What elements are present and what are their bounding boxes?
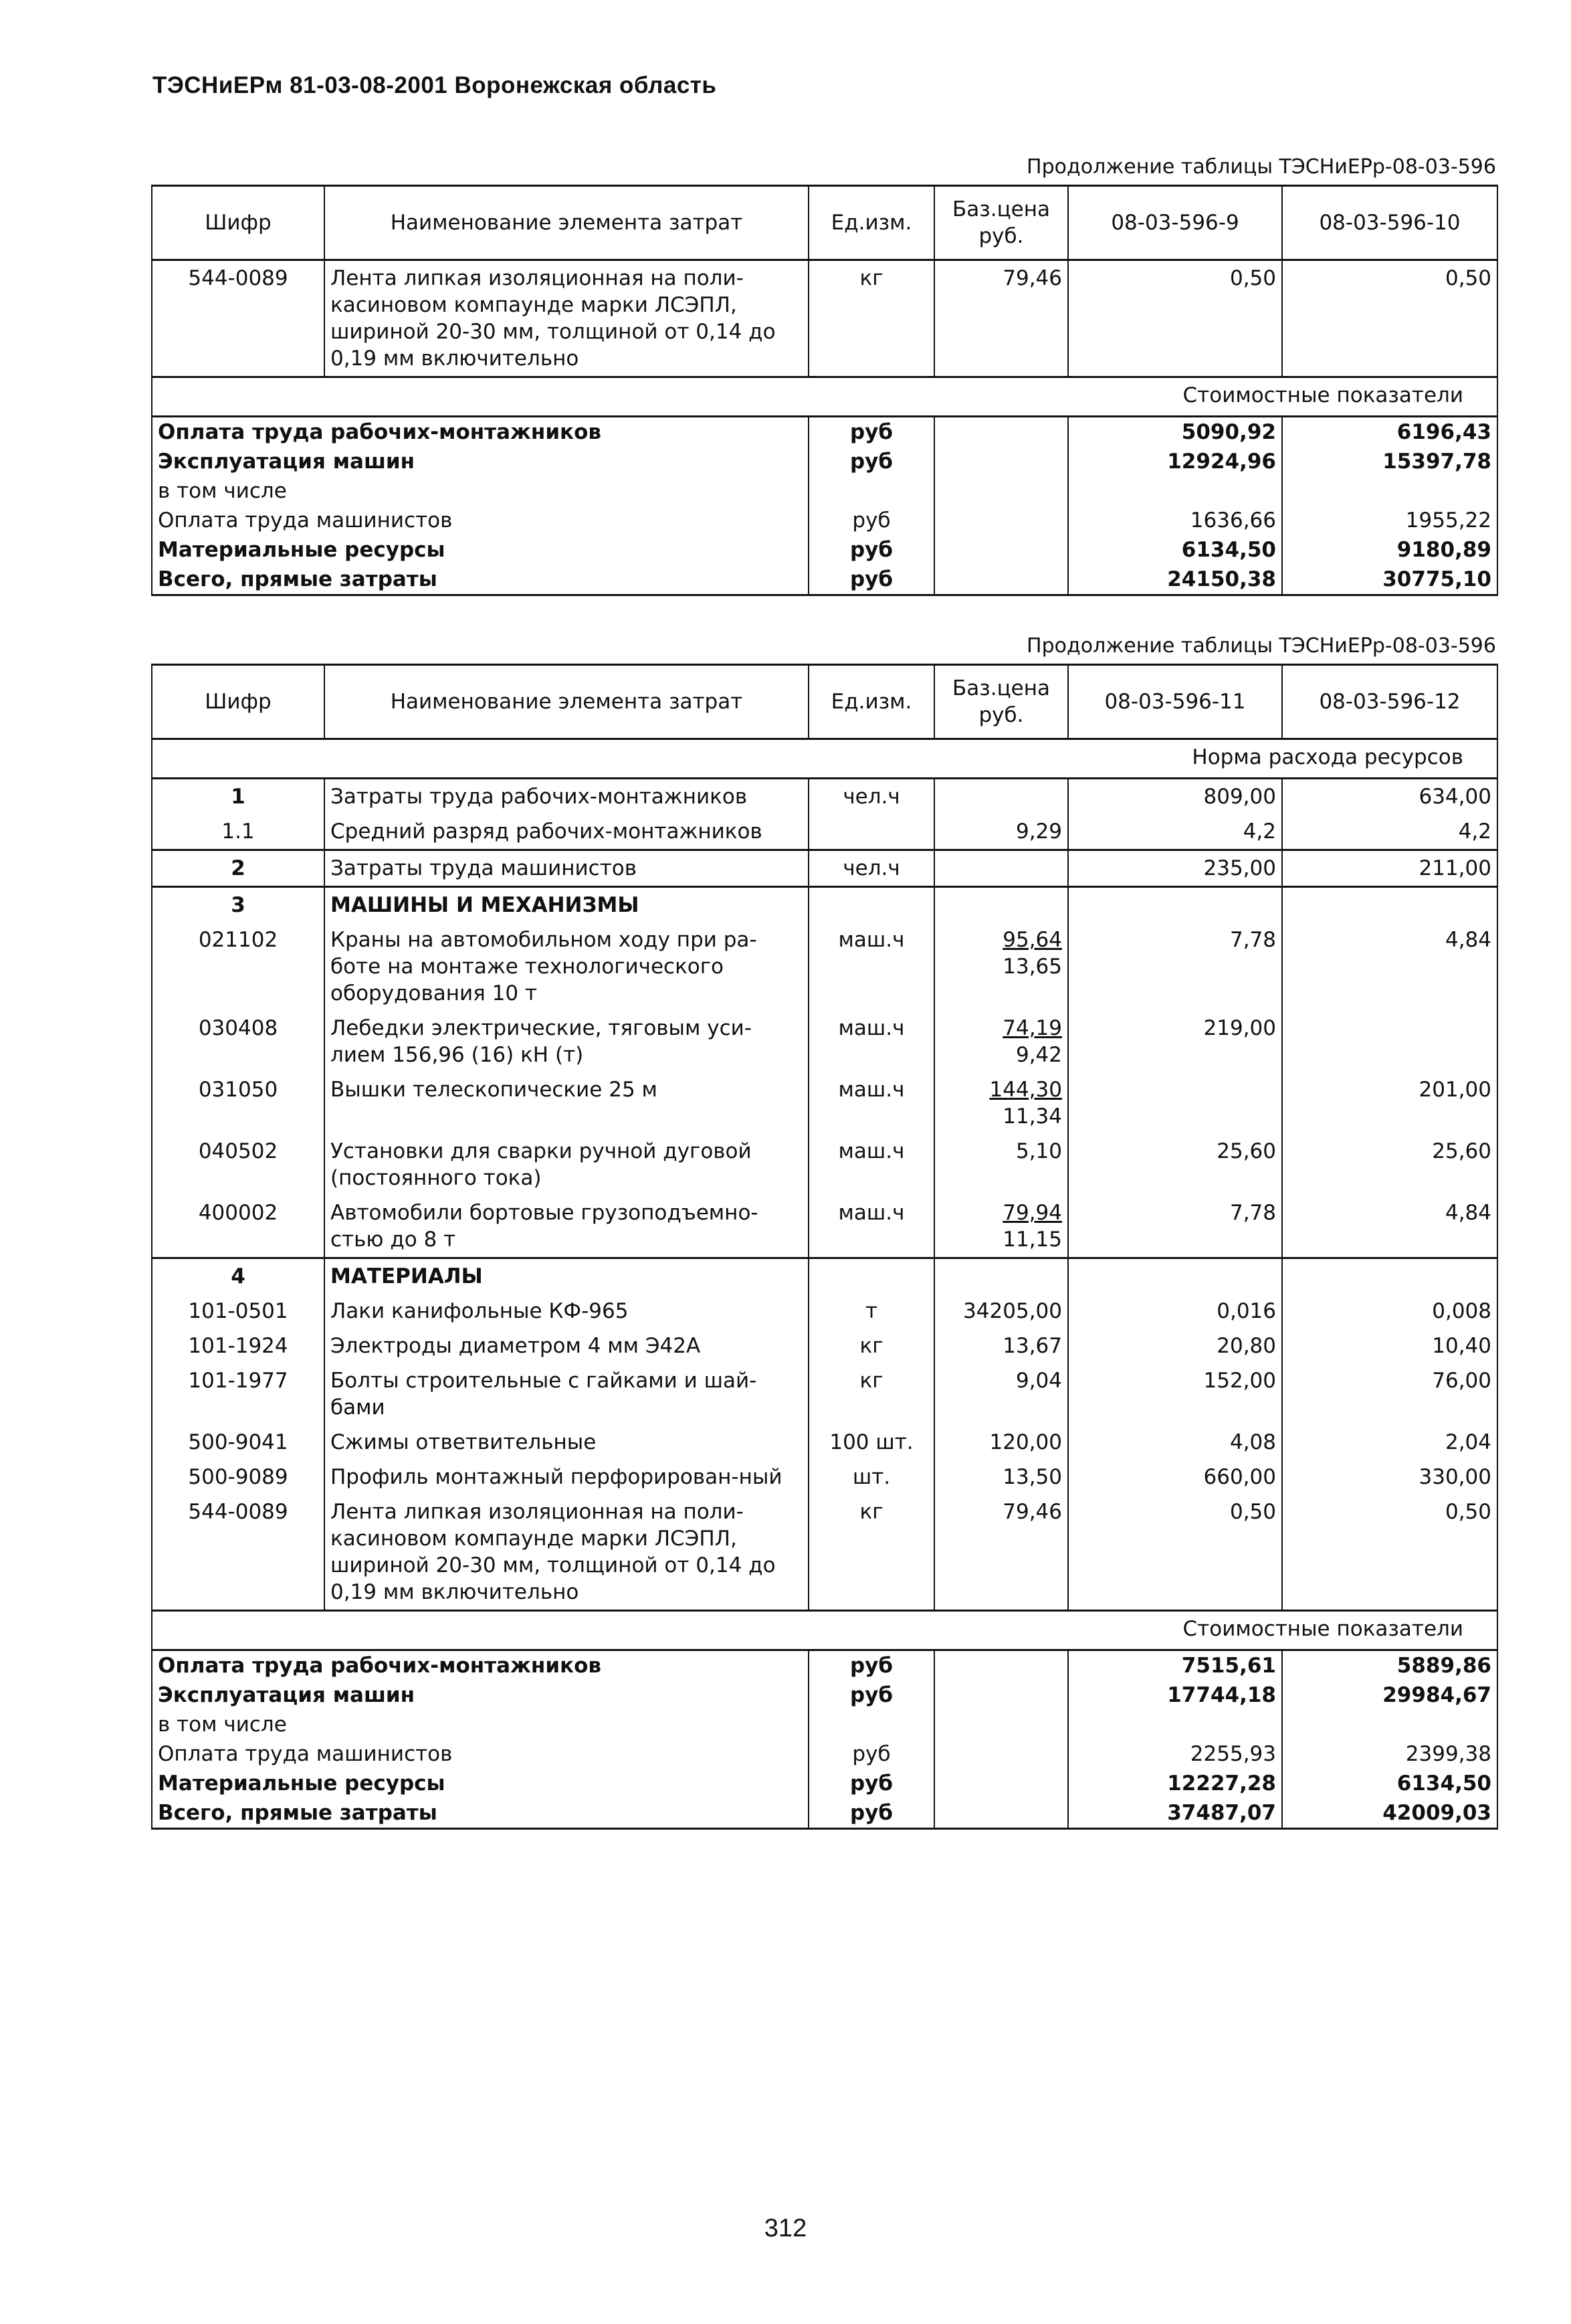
cost-b: 30775,10	[1282, 565, 1497, 595]
cost-unit: руб	[809, 1798, 934, 1829]
cost-a: 6134,50	[1068, 535, 1282, 565]
cell-unit: маш.ч	[809, 1011, 934, 1072]
cost-label: Эксплуатация машин	[152, 1680, 809, 1710]
cost-label: Эксплуатация машин	[152, 447, 809, 476]
cost-label: Оплата труда рабочих-монтажников	[152, 1650, 809, 1681]
cost-label: Всего, прямые затраты	[152, 1798, 809, 1829]
col-header-unit: Ед.изм.	[809, 665, 934, 739]
cell-unit: кг	[809, 260, 934, 377]
cell-name: Сжимы ответвительные	[324, 1425, 809, 1460]
cell-cipher: 4	[152, 1258, 324, 1294]
cost-unit: руб	[809, 1769, 934, 1798]
cell-a: 4,2	[1068, 814, 1282, 850]
cost-label: Оплата труда машинистов	[152, 1739, 809, 1769]
table2-caption: Продолжение таблицы ТЭСНиЕРр-08-03-596	[1027, 634, 1496, 658]
price-value: 9,04	[1015, 1369, 1062, 1393]
cell-price	[934, 1329, 1068, 1363]
price-value: 79,46	[1003, 1500, 1062, 1524]
cell-name: Лебедки электрические, тяговым уси-лием 156,96 (16) кН (т)	[324, 1011, 809, 1072]
cell-cipher: 1	[152, 779, 324, 815]
cell-cipher: 031050	[152, 1072, 324, 1134]
cell-price	[934, 1072, 1068, 1134]
table-row	[152, 814, 1497, 850]
table-row	[152, 1195, 1497, 1258]
col-header-price: Баз.цена руб.	[934, 186, 1068, 260]
col-header-cipher: Шифр	[152, 665, 324, 739]
cost-unit: руб	[809, 565, 934, 595]
cost-row	[152, 506, 1497, 535]
cell-unit: маш.ч	[809, 1072, 934, 1134]
cost-band-row	[152, 377, 1497, 417]
cost-a: 7515,61	[1068, 1650, 1282, 1681]
cost-b: 6196,43	[1282, 417, 1497, 448]
cell-name: Болты строительные с гайками и шай-бами	[324, 1363, 809, 1425]
col-header-name: Наименование элемента затрат	[324, 186, 809, 260]
table-row	[152, 1011, 1497, 1072]
cell-unit: чел.ч	[809, 850, 934, 887]
cost-empty	[934, 1798, 1068, 1829]
cost-a: 5090,92	[1068, 417, 1282, 448]
cell-price	[934, 923, 1068, 1011]
table2-header-row	[152, 665, 1497, 739]
cell-a: 20,80	[1068, 1329, 1282, 1363]
cell-b	[1282, 887, 1497, 923]
price-value: 13,67	[1003, 1334, 1062, 1358]
table-row	[152, 1134, 1497, 1195]
cost-a: 24150,38	[1068, 565, 1282, 595]
cell-unit: маш.ч	[809, 1195, 934, 1258]
price-value: 79,94	[1003, 1201, 1062, 1225]
document-title: ТЭСНиЕРм 81-03-08-2001 Воронежская область	[152, 72, 717, 98]
cell-a: 4,08	[1068, 1425, 1282, 1460]
cost-band-label: Стоимостные показатели	[152, 377, 1497, 417]
cost-row	[152, 1710, 1497, 1739]
table1	[151, 185, 1498, 596]
cell-b	[1282, 1258, 1497, 1294]
cell-price	[934, 1011, 1068, 1072]
cost-b: 15397,78	[1282, 447, 1497, 476]
cell-a	[1068, 1258, 1282, 1294]
cell-unit	[809, 814, 934, 850]
cost-b: 42009,03	[1282, 1798, 1497, 1829]
cell-cipher: 2	[152, 850, 324, 887]
col-header-a: 08-03-596-11	[1068, 665, 1282, 739]
col-header-b: 08-03-596-10	[1282, 186, 1497, 260]
cost-row	[152, 476, 1497, 506]
cell-price: 79,46	[934, 260, 1068, 377]
cell-price	[934, 1258, 1068, 1294]
price-value: 9,29	[1015, 819, 1062, 844]
cell-cipher: 3	[152, 887, 324, 923]
cell-a	[1068, 887, 1282, 923]
cell-unit: кг	[809, 1329, 934, 1363]
cell-cipher: 021102	[152, 923, 324, 1011]
cost-row	[152, 535, 1497, 565]
cell-b: 4,2	[1282, 814, 1497, 850]
cell-a: 7,78	[1068, 1195, 1282, 1258]
page-number: 312	[764, 2214, 807, 2242]
cell-cipher: 400002	[152, 1195, 324, 1258]
price-secondary-value: 13,65	[1003, 955, 1062, 979]
table2	[151, 664, 1498, 1830]
cell-name: Лента липкая изоляционная на поли-касиновом компаунде марки ЛСЭПЛ, шириной 20-30 мм, толщиной от 0,14 до 0,19 мм включительно	[324, 260, 809, 377]
cost-row	[152, 565, 1497, 595]
cell-b: 0,008	[1282, 1294, 1497, 1329]
cost-empty	[934, 535, 1068, 565]
cell-cipher: 500-9089	[152, 1460, 324, 1494]
cell-unit: маш.ч	[809, 1134, 934, 1195]
cost-a: 17744,18	[1068, 1680, 1282, 1710]
cost-label: Оплата труда рабочих-монтажников	[152, 417, 809, 448]
cost-empty	[934, 1650, 1068, 1681]
table-row	[152, 1460, 1497, 1494]
cell-a: 235,00	[1068, 850, 1282, 887]
cell-b: 4,84	[1282, 923, 1497, 1011]
cost-row	[152, 1739, 1497, 1769]
cell-b: 2,04	[1282, 1425, 1497, 1460]
cost-unit: руб	[809, 1650, 934, 1681]
cell-price	[934, 1460, 1068, 1494]
table-row	[152, 923, 1497, 1011]
table-row	[152, 1494, 1497, 1611]
cell-price	[934, 779, 1068, 815]
cell-unit	[809, 887, 934, 923]
cell-name: Установки для сварки ручной дуговой (постоянного тока)	[324, 1134, 809, 1195]
cost-empty	[934, 1710, 1068, 1739]
table1-caption: Продолжение таблицы ТЭСНиЕРр-08-03-596	[1027, 155, 1496, 179]
cost-unit: руб	[809, 506, 934, 535]
cost-a: 1636,66	[1068, 506, 1282, 535]
cell-cipher: 030408	[152, 1011, 324, 1072]
cost-empty	[934, 1769, 1068, 1798]
cell-name: Лаки канифольные КФ-965	[324, 1294, 809, 1329]
table-row	[152, 1363, 1497, 1425]
cost-label: Материальные ресурсы	[152, 1769, 809, 1798]
cell-unit: шт.	[809, 1460, 934, 1494]
cell-name: МАТЕРИАЛЫ	[324, 1258, 809, 1294]
table-row	[152, 1294, 1497, 1329]
cell-a: 7,78	[1068, 923, 1282, 1011]
cell-b: 0,50	[1282, 260, 1497, 377]
cell-cipher: 1.1	[152, 814, 324, 850]
cell-name: Электроды диаметром 4 мм Э42А	[324, 1329, 809, 1363]
cell-cipher: 101-0501	[152, 1294, 324, 1329]
cell-price	[934, 850, 1068, 887]
cell-b: 10,40	[1282, 1329, 1497, 1363]
price-secondary-value: 11,34	[1003, 1104, 1062, 1129]
cell-a: 660,00	[1068, 1460, 1282, 1494]
cell-cipher: 101-1977	[152, 1363, 324, 1425]
cell-a: 0,016	[1068, 1294, 1282, 1329]
cell-name: Затраты труда машинистов	[324, 850, 809, 887]
price-value: 120,00	[989, 1430, 1062, 1454]
table-row	[152, 1258, 1497, 1294]
cost-b: 1955,22	[1282, 506, 1497, 535]
cell-b: 25,60	[1282, 1134, 1497, 1195]
col-header-cipher: Шифр	[152, 186, 324, 260]
col-header-unit: Ед.изм.	[809, 186, 934, 260]
table-row	[152, 779, 1497, 815]
cell-b: 330,00	[1282, 1460, 1497, 1494]
cell-price	[934, 1494, 1068, 1611]
cost-label: Всего, прямые затраты	[152, 565, 809, 595]
cell-cipher: 040502	[152, 1134, 324, 1195]
cost-a: 2255,93	[1068, 1739, 1282, 1769]
cost-a: 37487,07	[1068, 1798, 1282, 1829]
cost-empty	[934, 565, 1068, 595]
cell-name: Краны на автомобильном ходу при ра-боте на монтаже технологического оборудования 10 т	[324, 923, 809, 1011]
cost-b: 29984,67	[1282, 1680, 1497, 1710]
cost-empty	[934, 506, 1068, 535]
price-value: 13,50	[1003, 1465, 1062, 1489]
cost-empty	[934, 417, 1068, 448]
cell-unit: кг	[809, 1363, 934, 1425]
norm-band-label: Норма расхода ресурсов	[152, 739, 1497, 779]
col-header-price: Баз.цена руб.	[934, 665, 1068, 739]
cost-a	[1068, 476, 1282, 506]
cell-b: 201,00	[1282, 1072, 1497, 1134]
cell-price	[934, 814, 1068, 850]
cost-row	[152, 447, 1497, 476]
cost-b: 6134,50	[1282, 1769, 1497, 1798]
col-header-b: 08-03-596-12	[1282, 665, 1497, 739]
cost-unit	[809, 1710, 934, 1739]
cell-a: 0,50	[1068, 1494, 1282, 1611]
cell-cipher: 544-0089	[152, 1494, 324, 1611]
cost-unit	[809, 476, 934, 506]
cost-row	[152, 1769, 1497, 1798]
cost-band-label: Стоимостные показатели	[152, 1611, 1497, 1650]
cost-unit: руб	[809, 1680, 934, 1710]
cell-a: 809,00	[1068, 779, 1282, 815]
price-secondary-value: 11,15	[1003, 1228, 1062, 1252]
cell-a: 219,00	[1068, 1011, 1282, 1072]
cost-band-row	[152, 1611, 1497, 1650]
cell-b: 211,00	[1282, 850, 1497, 887]
cost-empty	[934, 447, 1068, 476]
cost-unit: руб	[809, 417, 934, 448]
cost-row	[152, 1680, 1497, 1710]
cell-cipher: 500-9041	[152, 1425, 324, 1460]
cell-name: МАШИНЫ И МЕХАНИЗМЫ	[324, 887, 809, 923]
cell-name: Средний разряд рабочих-монтажников	[324, 814, 809, 850]
cost-unit: руб	[809, 535, 934, 565]
cell-price	[934, 1425, 1068, 1460]
cell-name: Автомобили бортовые грузоподъемно-стью до 8 т	[324, 1195, 809, 1258]
cell-unit: т	[809, 1294, 934, 1329]
cost-row	[152, 1798, 1497, 1829]
cell-unit	[809, 1258, 934, 1294]
cost-label: Оплата труда машинистов	[152, 506, 809, 535]
cell-unit: маш.ч	[809, 923, 934, 1011]
cell-price	[934, 887, 1068, 923]
cell-price	[934, 1134, 1068, 1195]
cell-price	[934, 1363, 1068, 1425]
cell-cipher: 544-0089	[152, 260, 324, 377]
col-header-a: 08-03-596-9	[1068, 186, 1282, 260]
cost-row	[152, 417, 1497, 448]
price-value: 144,30	[989, 1078, 1062, 1102]
cost-empty	[934, 476, 1068, 506]
table-row	[152, 850, 1497, 887]
price-value: 95,64	[1003, 928, 1062, 952]
cell-b: 76,00	[1282, 1363, 1497, 1425]
cell-unit: чел.ч	[809, 779, 934, 815]
cost-row	[152, 1650, 1497, 1681]
cost-a: 12227,28	[1068, 1769, 1282, 1798]
cell-name: Вышки телескопические 25 м	[324, 1072, 809, 1134]
cell-a: 25,60	[1068, 1134, 1282, 1195]
price-secondary-value: 9,42	[1015, 1043, 1062, 1067]
cell-b	[1282, 1011, 1497, 1072]
table1-header-row	[152, 186, 1497, 260]
table-row	[152, 887, 1497, 923]
cell-price	[934, 1294, 1068, 1329]
cell-cipher: 101-1924	[152, 1329, 324, 1363]
cell-a	[1068, 1072, 1282, 1134]
cost-b: 5889,86	[1282, 1650, 1497, 1681]
cost-a	[1068, 1710, 1282, 1739]
cell-a: 152,00	[1068, 1363, 1282, 1425]
col-header-name: Наименование элемента затрат	[324, 665, 809, 739]
cell-unit: 100 шт.	[809, 1425, 934, 1460]
cost-label: Материальные ресурсы	[152, 535, 809, 565]
table-row	[152, 1329, 1497, 1363]
table-row	[152, 1425, 1497, 1460]
cost-empty	[934, 1739, 1068, 1769]
cost-b: 9180,89	[1282, 535, 1497, 565]
table2-body	[152, 779, 1497, 1611]
cell-b: 0,50	[1282, 1494, 1497, 1611]
cost-label: в том числе	[152, 1710, 809, 1739]
price-value: 74,19	[1003, 1016, 1062, 1040]
cell-a: 0,50	[1068, 260, 1282, 377]
cell-unit: кг	[809, 1494, 934, 1611]
norm-band-row	[152, 739, 1497, 779]
cost-b: 2399,38	[1282, 1739, 1497, 1769]
cost-label: в том числе	[152, 476, 809, 506]
cell-price	[934, 1195, 1068, 1258]
price-value: 34205,00	[963, 1299, 1062, 1323]
cost-b	[1282, 1710, 1497, 1739]
cell-b: 634,00	[1282, 779, 1497, 815]
table-row	[152, 1072, 1497, 1134]
cost-unit: руб	[809, 1739, 934, 1769]
table-row	[152, 260, 1497, 377]
price-value: 5,10	[1015, 1139, 1062, 1163]
cost-unit: руб	[809, 447, 934, 476]
cell-name: Лента липкая изоляционная на поли-касиновом компаунде марки ЛСЭПЛ, шириной 20-30 мм, толщиной от 0,14 до 0,19 мм включительно	[324, 1494, 809, 1611]
cell-name: Затраты труда рабочих-монтажников	[324, 779, 809, 815]
cell-b: 4,84	[1282, 1195, 1497, 1258]
cost-empty	[934, 1680, 1068, 1710]
cost-a: 12924,96	[1068, 447, 1282, 476]
cell-name: Профиль монтажный перфорирован-ный	[324, 1460, 809, 1494]
cost-b	[1282, 476, 1497, 506]
